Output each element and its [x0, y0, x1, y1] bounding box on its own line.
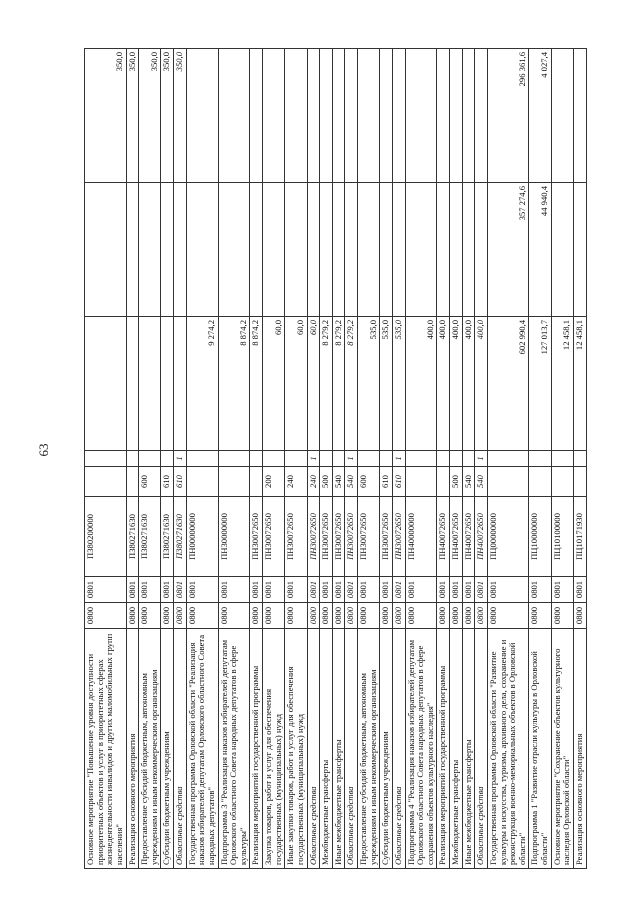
cell-expense-type [126, 467, 139, 497]
cell-expense-type: 240 [307, 467, 320, 497]
cell-section: 0800 [475, 603, 488, 629]
cell-amount-2 [450, 183, 463, 317]
cell-target-article: ПЦ00000000 [487, 497, 529, 577]
table-row [475, 49, 488, 869]
cell-amount-1: 60,0 [263, 317, 285, 451]
cell-amount-3 [573, 49, 586, 183]
cell-amount-1: 8 279,2 [320, 317, 333, 451]
cell-section: 0800 [380, 603, 393, 629]
cell-name: Государственная программа Орловской области "Реализация наказов избирателей депутатам Орловского областного Совета народных депутатов" [186, 629, 218, 869]
cell-target-article: ПН40000000 [405, 497, 437, 577]
cell-expense-type [250, 467, 263, 497]
cell-section: 0800 [392, 603, 405, 629]
table-row [250, 49, 263, 869]
cell-subsection: 0801 [263, 577, 285, 603]
table-row [161, 49, 174, 869]
cell-amount-2 [174, 183, 187, 317]
cell-subsection: 0801 [85, 577, 127, 603]
cell-target-article: ПН30072650 [345, 497, 358, 577]
cell-name: Подпрограмма 1 "Развитие отрасли культуры в Орловской области" [529, 629, 551, 869]
cell-amount-2 [345, 183, 358, 317]
cell-amount-2 [573, 183, 586, 317]
cell-target-article: ПН30072650 [392, 497, 405, 577]
cell-name: Государственная программа Орловской области "Развитие культуры и искусства, туризма, архивного дела, сохранение и реконструкция военно-мемориальных объектов в Орловской области" [487, 629, 529, 869]
cell-target-article: ПН30072650 [250, 497, 263, 577]
cell-source-mark [250, 451, 263, 467]
cell-expense-type: 610 [380, 467, 393, 497]
table-row [462, 49, 475, 869]
cell-source-mark [285, 451, 307, 467]
cell-section: 0800 [307, 603, 320, 629]
cell-amount-1: 535,0 [380, 317, 393, 451]
cell-expense-type [405, 467, 437, 497]
cell-subsection: 0801 [392, 577, 405, 603]
cell-amount-1: 400,0 [405, 317, 437, 451]
cell-amount-1 [174, 317, 187, 451]
cell-amount-3 [392, 49, 405, 183]
cell-name: Предоставление субсидий бюджетным, автономным учреждениям и иным некоммерческим организациям [358, 629, 380, 869]
table-row [405, 49, 437, 869]
cell-name: Областные средства [392, 629, 405, 869]
cell-amount-2 [392, 183, 405, 317]
cell-source-mark [529, 451, 551, 467]
cell-section: 0800 [405, 603, 437, 629]
cell-amount-2 [126, 183, 139, 317]
cell-amount-2 [462, 183, 475, 317]
cell-source-mark [186, 451, 218, 467]
cell-amount-3 [218, 49, 250, 183]
cell-subsection: 0801 [437, 577, 450, 603]
cell-name: Реализация основного мероприятия [573, 629, 586, 869]
cell-amount-2 [320, 183, 333, 317]
cell-name: Областные средства [345, 629, 358, 869]
cell-amount-1 [139, 317, 161, 451]
cell-source-mark [332, 451, 345, 467]
cell-expense-type: 610 [161, 467, 174, 497]
cell-subsection: 0801 [462, 577, 475, 603]
cell-section: 0800 [85, 603, 127, 629]
rotated-table-wrapper [84, 49, 584, 869]
cell-source-mark [139, 451, 161, 467]
cell-amount-3 [320, 49, 333, 183]
cell-amount-3 [380, 49, 393, 183]
cell-amount-3 [437, 49, 450, 183]
cell-target-article: ПН30072650 [263, 497, 285, 577]
cell-amount-2 [437, 183, 450, 317]
cell-subsection: 0801 [320, 577, 333, 603]
cell-name: Областные средства [475, 629, 488, 869]
table-row [392, 49, 405, 869]
cell-source-mark [405, 451, 437, 467]
cell-name: Иные межбюджетные трансферты [462, 629, 475, 869]
cell-name: Реализация основного мероприятия [126, 629, 139, 869]
cell-amount-1: 535,0 [392, 317, 405, 451]
cell-amount-1: 60,0 [285, 317, 307, 451]
cell-name: Областные средства [174, 629, 187, 869]
cell-name: Областные средства [307, 629, 320, 869]
cell-section: 0800 [218, 603, 250, 629]
cell-section: 0800 [450, 603, 463, 629]
cell-source-mark [573, 451, 586, 467]
cell-target-article: П380200000 [85, 497, 127, 577]
table-row [487, 49, 529, 869]
cell-source-mark [85, 451, 127, 467]
cell-amount-2: 357 274,6 [487, 183, 529, 317]
cell-amount-1: 8 874,2 [218, 317, 250, 451]
cell-section: 0800 [332, 603, 345, 629]
cell-amount-3 [285, 49, 307, 183]
cell-subsection: 0801 [174, 577, 187, 603]
cell-amount-1: 9 274,2 [186, 317, 218, 451]
cell-amount-1 [161, 317, 174, 451]
cell-amount-3 [551, 49, 573, 183]
cell-amount-2 [218, 183, 250, 317]
cell-target-article: ПЦ10171930 [573, 497, 586, 577]
cell-subsection: 0801 [380, 577, 393, 603]
cell-amount-3: 350,0 [126, 49, 139, 183]
cell-target-article: ПН30072650 [307, 497, 320, 577]
cell-source-mark [320, 451, 333, 467]
cell-amount-3 [332, 49, 345, 183]
cell-amount-2 [332, 183, 345, 317]
table-body [85, 49, 587, 869]
cell-source-mark: 1 [174, 451, 187, 467]
cell-target-article: ПН30072650 [285, 497, 307, 577]
cell-expense-type: 610 [392, 467, 405, 497]
cell-section: 0800 [345, 603, 358, 629]
cell-amount-1 [85, 317, 127, 451]
cell-source-mark [380, 451, 393, 467]
cell-subsection: 0801 [358, 577, 380, 603]
cell-section: 0800 [529, 603, 551, 629]
cell-amount-1: 8 279,2 [332, 317, 345, 451]
table-row [437, 49, 450, 869]
cell-amount-2 [285, 183, 307, 317]
cell-amount-2 [85, 183, 127, 317]
cell-expense-type [218, 467, 250, 497]
cell-name: Закупка товаров, работ и услуг для обеспечения государственных (муниципальных) нужд [263, 629, 285, 869]
table-row [529, 49, 551, 869]
cell-subsection: 0801 [475, 577, 488, 603]
cell-expense-type: 540 [462, 467, 475, 497]
cell-expense-type [487, 467, 529, 497]
table-row [174, 49, 187, 869]
table-row [126, 49, 139, 869]
cell-source-mark [161, 451, 174, 467]
cell-target-article: ПН30000000 [218, 497, 250, 577]
cell-amount-1: 602 990,4 [487, 317, 529, 451]
cell-name: Основное мероприятие "Сохранение объектов культурного наследия Орловской области" [551, 629, 573, 869]
cell-section: 0800 [551, 603, 573, 629]
cell-target-article: П380271630 [126, 497, 139, 577]
cell-amount-2 [250, 183, 263, 317]
cell-name: Иные закупки товаров, работ и услуг для обеспечения государственных (муниципальных) нужд [285, 629, 307, 869]
cell-subsection: 0801 [573, 577, 586, 603]
cell-target-article: ПН00000000 [186, 497, 218, 577]
cell-source-mark [462, 451, 475, 467]
cell-amount-3: 4 027,4 [529, 49, 551, 183]
cell-amount-3: 350,0 [174, 49, 187, 183]
cell-subsection: 0801 [345, 577, 358, 603]
cell-name: Подпрограмма 4 "Реализация наказов избирателей депутатам Орловского областного Совета народных депутатов в сфере сохранения объектов культурного наследия" [405, 629, 437, 869]
table-row [85, 49, 127, 869]
cell-target-article: П380271630 [174, 497, 187, 577]
cell-amount-1: 400,0 [437, 317, 450, 451]
table-row [186, 49, 218, 869]
cell-amount-2: 44 940,4 [529, 183, 551, 317]
cell-section: 0800 [320, 603, 333, 629]
cell-target-article: ПН40072650 [462, 497, 475, 577]
cell-expense-type: 500 [320, 467, 333, 497]
cell-section: 0800 [126, 603, 139, 629]
cell-section: 0800 [487, 603, 529, 629]
cell-amount-3 [263, 49, 285, 183]
cell-name: Предоставление субсидий бюджетным, автономным учреждениям и иным некоммерческим организациям [139, 629, 161, 869]
table-row [263, 49, 285, 869]
cell-target-article: ПН40072650 [437, 497, 450, 577]
cell-amount-3: 350,0 [85, 49, 127, 183]
cell-name: Реализация мероприятий государственной программы [437, 629, 450, 869]
cell-expense-type [551, 467, 573, 497]
cell-expense-type [529, 467, 551, 497]
cell-name: Межбюджетные трансферты [450, 629, 463, 869]
cell-target-article: П380271630 [161, 497, 174, 577]
cell-amount-1: 12 458,1 [573, 317, 586, 451]
cell-subsection: 0801 [126, 577, 139, 603]
table-row [573, 49, 586, 869]
cell-section: 0800 [250, 603, 263, 629]
cell-expense-type: 540 [332, 467, 345, 497]
table-row [332, 49, 345, 869]
cell-amount-2 [551, 183, 573, 317]
cell-amount-1: 535,0 [358, 317, 380, 451]
cell-target-article: ПН30072650 [320, 497, 333, 577]
cell-name: Основное мероприятие "Повышение уровня доступности приоритетных объектов и услуг в приоритетных сферах жизнедеятельности инвалидов и других маломобильных групп населения" [85, 629, 127, 869]
cell-subsection: 0801 [487, 577, 529, 603]
cell-amount-2 [405, 183, 437, 317]
cell-amount-1: 400,0 [462, 317, 475, 451]
cell-amount-2 [186, 183, 218, 317]
cell-target-article: ПН40072650 [475, 497, 488, 577]
cell-name: Межбюджетные трансферты [320, 629, 333, 869]
cell-amount-3 [450, 49, 463, 183]
cell-target-article: ПЦ10000000 [529, 497, 551, 577]
cell-amount-1: 60,0 [307, 317, 320, 451]
cell-expense-type: 600 [358, 467, 380, 497]
table-row [285, 49, 307, 869]
cell-subsection: 0801 [307, 577, 320, 603]
cell-source-mark: 1 [392, 451, 405, 467]
cell-amount-3 [186, 49, 218, 183]
cell-target-article: П380271630 [139, 497, 161, 577]
cell-amount-2 [307, 183, 320, 317]
cell-amount-1 [126, 317, 139, 451]
cell-amount-3 [307, 49, 320, 183]
cell-amount-3 [405, 49, 437, 183]
cell-amount-3 [475, 49, 488, 183]
cell-expense-type [186, 467, 218, 497]
cell-name: Субсидии бюджетным учреждениям [161, 629, 174, 869]
table-row [450, 49, 463, 869]
cell-source-mark [450, 451, 463, 467]
cell-section: 0800 [437, 603, 450, 629]
cell-amount-1: 400,0 [475, 317, 488, 451]
cell-section: 0800 [263, 603, 285, 629]
cell-source-mark [358, 451, 380, 467]
table-row [320, 49, 333, 869]
cell-subsection: 0801 [529, 577, 551, 603]
cell-subsection: 0801 [285, 577, 307, 603]
cell-section: 0800 [139, 603, 161, 629]
cell-expense-type: 240 [285, 467, 307, 497]
cell-source-mark: 1 [345, 451, 358, 467]
cell-source-mark [126, 451, 139, 467]
cell-section: 0800 [462, 603, 475, 629]
cell-section: 0800 [161, 603, 174, 629]
cell-amount-3 [345, 49, 358, 183]
cell-amount-3 [358, 49, 380, 183]
table-row [358, 49, 380, 869]
cell-amount-3: 350,0 [139, 49, 161, 183]
cell-amount-1: 400,0 [450, 317, 463, 451]
cell-amount-1: 12 458,1 [551, 317, 573, 451]
budget-table [84, 48, 587, 869]
cell-subsection: 0801 [450, 577, 463, 603]
cell-expense-type [85, 467, 127, 497]
cell-subsection: 0801 [186, 577, 218, 603]
cell-target-article: ПН40072650 [450, 497, 463, 577]
cell-section: 0800 [186, 603, 218, 629]
cell-subsection: 0801 [139, 577, 161, 603]
cell-expense-type [437, 467, 450, 497]
cell-amount-1: 127 013,7 [529, 317, 551, 451]
cell-amount-1: 8 279,2 [345, 317, 358, 451]
cell-target-article: ПН30072650 [358, 497, 380, 577]
cell-amount-3: 296 361,6 [487, 49, 529, 183]
cell-subsection: 0801 [332, 577, 345, 603]
cell-expense-type: 540 [475, 467, 488, 497]
cell-amount-2 [358, 183, 380, 317]
page-number: 63 [36, 443, 51, 457]
cell-name: Субсидии бюджетным учреждениям [380, 629, 393, 869]
cell-expense-type: 540 [345, 467, 358, 497]
cell-subsection: 0801 [405, 577, 437, 603]
cell-section: 0800 [573, 603, 586, 629]
cell-amount-2 [139, 183, 161, 317]
cell-expense-type: 600 [139, 467, 161, 497]
cell-target-article: ПН30072650 [332, 497, 345, 577]
cell-source-mark: 1 [475, 451, 488, 467]
cell-amount-1: 8 874,2 [250, 317, 263, 451]
cell-source-mark [487, 451, 529, 467]
cell-source-mark: 1 [307, 451, 320, 467]
cell-amount-2 [161, 183, 174, 317]
table-row [551, 49, 573, 869]
table-row [307, 49, 320, 869]
cell-amount-2 [263, 183, 285, 317]
cell-amount-2 [475, 183, 488, 317]
cell-expense-type [573, 467, 586, 497]
cell-target-article: ПН30072650 [380, 497, 393, 577]
cell-section: 0800 [174, 603, 187, 629]
cell-name: Реализация мероприятий государственной программы [250, 629, 263, 869]
table-row [380, 49, 393, 869]
cell-name: Иные межбюджетные трансферты [332, 629, 345, 869]
cell-expense-type: 610 [174, 467, 187, 497]
cell-target-article: ПЦ10100000 [551, 497, 573, 577]
cell-subsection: 0801 [551, 577, 573, 603]
cell-amount-3 [462, 49, 475, 183]
cell-subsection: 0801 [250, 577, 263, 603]
cell-subsection: 0801 [218, 577, 250, 603]
cell-name: Подпрограмма 3 "Реализация наказов избирателей депутатам Орловского областного Совета народных депутатов в сфере культуры" [218, 629, 250, 869]
cell-expense-type: 200 [263, 467, 285, 497]
table-row [218, 49, 250, 869]
cell-section: 0800 [358, 603, 380, 629]
cell-amount-3: 350,0 [161, 49, 174, 183]
cell-section: 0800 [285, 603, 307, 629]
cell-source-mark [263, 451, 285, 467]
cell-amount-2 [380, 183, 393, 317]
cell-expense-type: 500 [450, 467, 463, 497]
cell-amount-3 [250, 49, 263, 183]
cell-subsection: 0801 [161, 577, 174, 603]
table-row [139, 49, 161, 869]
table-row [345, 49, 358, 869]
cell-source-mark [218, 451, 250, 467]
cell-source-mark [437, 451, 450, 467]
cell-source-mark [551, 451, 573, 467]
